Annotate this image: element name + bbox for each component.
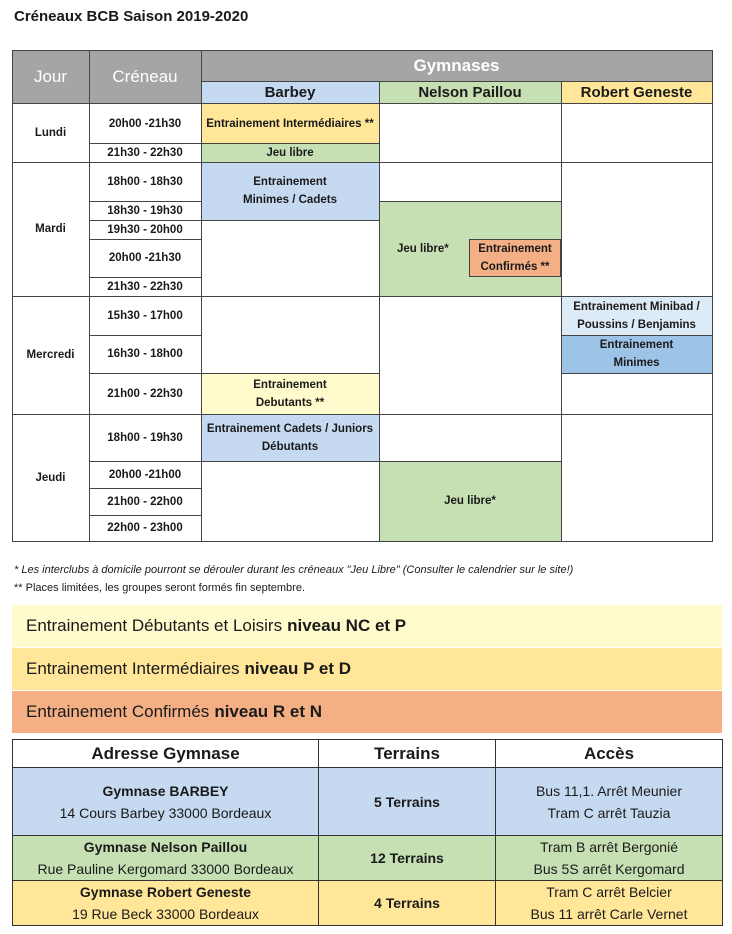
gym-address: Rue Pauline Kergomard 33000 Bordeaux xyxy=(37,861,294,877)
slot-cell: 21h30 - 22h30 xyxy=(107,280,183,293)
header-barbey: Barbey xyxy=(201,81,379,104)
event-lundi-barbey-intermediaires: Entrainement Intermédiaires ** xyxy=(201,104,379,143)
level-value: niveau P et D xyxy=(244,659,351,678)
gym-address: 19 Rue Beck 33000 Bordeaux xyxy=(72,906,259,922)
slot-cell: 18h00 - 19h30 xyxy=(107,431,183,444)
gym-acces: Bus 11,1. Arrêt Meunier xyxy=(535,782,683,799)
gym-acces: Bus 5S arrêt Kergomard xyxy=(533,861,685,877)
header-jour: Jour xyxy=(12,50,89,103)
table-row xyxy=(13,768,723,836)
event-jeudi-nelson-jeu-libre: Jeu libre* xyxy=(379,461,561,541)
level-value: niveau R et N xyxy=(214,702,323,721)
gym-name: Gymnase Robert Geneste xyxy=(79,884,252,900)
level-label: Entrainement Confirmés xyxy=(26,702,210,721)
footnote-places-limitees: ** Places limitées, les groupes seront formés fin septembre. xyxy=(14,582,306,594)
level-band-confirmes xyxy=(12,691,722,733)
table-row xyxy=(13,836,723,881)
slot-cell: 19h30 - 20h00 xyxy=(107,223,183,236)
slot-cell: 18h30 - 19h30 xyxy=(107,204,183,217)
event-lundi-barbey-jeu-libre: Jeu libre xyxy=(201,143,379,162)
day-mercredi: Mercredi xyxy=(26,349,75,361)
slot-cell: 20h00 -21h30 xyxy=(108,252,182,264)
address-table xyxy=(12,739,722,926)
slot-cell: 15h30 - 17h00 xyxy=(107,309,183,322)
event-mercredi-barbey-debutants: Entrainement Debutants ** xyxy=(201,373,379,414)
day-mardi: Mardi xyxy=(35,223,66,235)
level-band-intermediaires xyxy=(12,648,722,690)
slot-cell: 21h00 - 22h30 xyxy=(107,387,183,400)
slot-cell: 20h00 -21h00 xyxy=(108,468,182,481)
gym-address: 14 Cours Barbey 33000 Bordeaux xyxy=(59,804,272,821)
page-title: Créneaux BCB Saison 2019-2020 xyxy=(14,8,249,25)
header-nelson-paillou: Nelson Paillou xyxy=(379,81,561,104)
level-band-debutants xyxy=(12,605,722,647)
level-label: Entrainement Intermédiaires xyxy=(26,659,240,678)
day-lundi: Lundi xyxy=(34,127,67,139)
footnote-interclubs: * Les interclubs à domicile pourront se dérouler durant les créneaux "Jeu Libre" (Consulter le calendrier sur le site!) xyxy=(14,564,574,576)
gym-acces: Tram C arrêt Tauzia xyxy=(547,804,671,821)
event-mardi-nelson-jeu-libre: Jeu libre* xyxy=(379,201,561,296)
gym-terrains: 5 Terrains xyxy=(319,768,496,836)
header-creneau: Créneau xyxy=(89,50,201,103)
gym-name: Gymnase BARBEY xyxy=(102,782,229,799)
level-value: niveau NC et P xyxy=(287,616,407,635)
header-gymnases: Gymnases xyxy=(201,50,712,81)
table-row xyxy=(13,881,723,926)
event-mardi-barbey-minimes-cadets: Entrainement Minimes / Cadets xyxy=(201,162,379,220)
header-terrains: Terrains xyxy=(319,740,496,768)
event-mercredi-robert-minimes: Entrainement Minimes xyxy=(561,335,712,373)
gym-terrains: 12 Terrains xyxy=(319,836,496,881)
slot-cell: 22h00 - 23h00 xyxy=(107,522,183,534)
slot-cell: 21h00 - 22h00 xyxy=(107,495,183,508)
day-jeudi: Jeudi xyxy=(35,471,66,484)
event-mercredi-robert-minibad: Entrainement Minibad / Poussins / Benjamins xyxy=(561,296,712,335)
slot-cell: 21h30 - 22h30 xyxy=(107,146,183,159)
gym-acces: Tram B arrêt Bergonié xyxy=(540,839,678,855)
gym-acces: Tram C arrêt Belcier xyxy=(546,884,672,900)
header-adresse: Adresse Gymnase xyxy=(13,740,319,768)
event-mardi-nelson-confirmes: Entrainement Confirmés ** xyxy=(469,239,561,277)
slot-cell: 18h00 - 18h30 xyxy=(107,175,183,188)
gym-terrains: 4 Terrains xyxy=(319,881,496,926)
slot-cell: 20h00 -21h30 xyxy=(108,117,182,130)
slot-cell: 16h30 - 18h00 xyxy=(107,348,183,360)
header-robert-geneste: Robert Geneste xyxy=(561,81,712,104)
header-acces: Accès xyxy=(496,740,723,768)
gym-name: Gymnase Nelson Paillou xyxy=(83,839,248,855)
gym-acces: Bus 11 arrêt Carle Vernet xyxy=(530,906,688,922)
level-label: Entrainement Débutants et Loisirs xyxy=(26,616,283,635)
event-jeudi-barbey-cadets-juniors: Entrainement Cadets / Juniors Débutants xyxy=(201,414,379,461)
